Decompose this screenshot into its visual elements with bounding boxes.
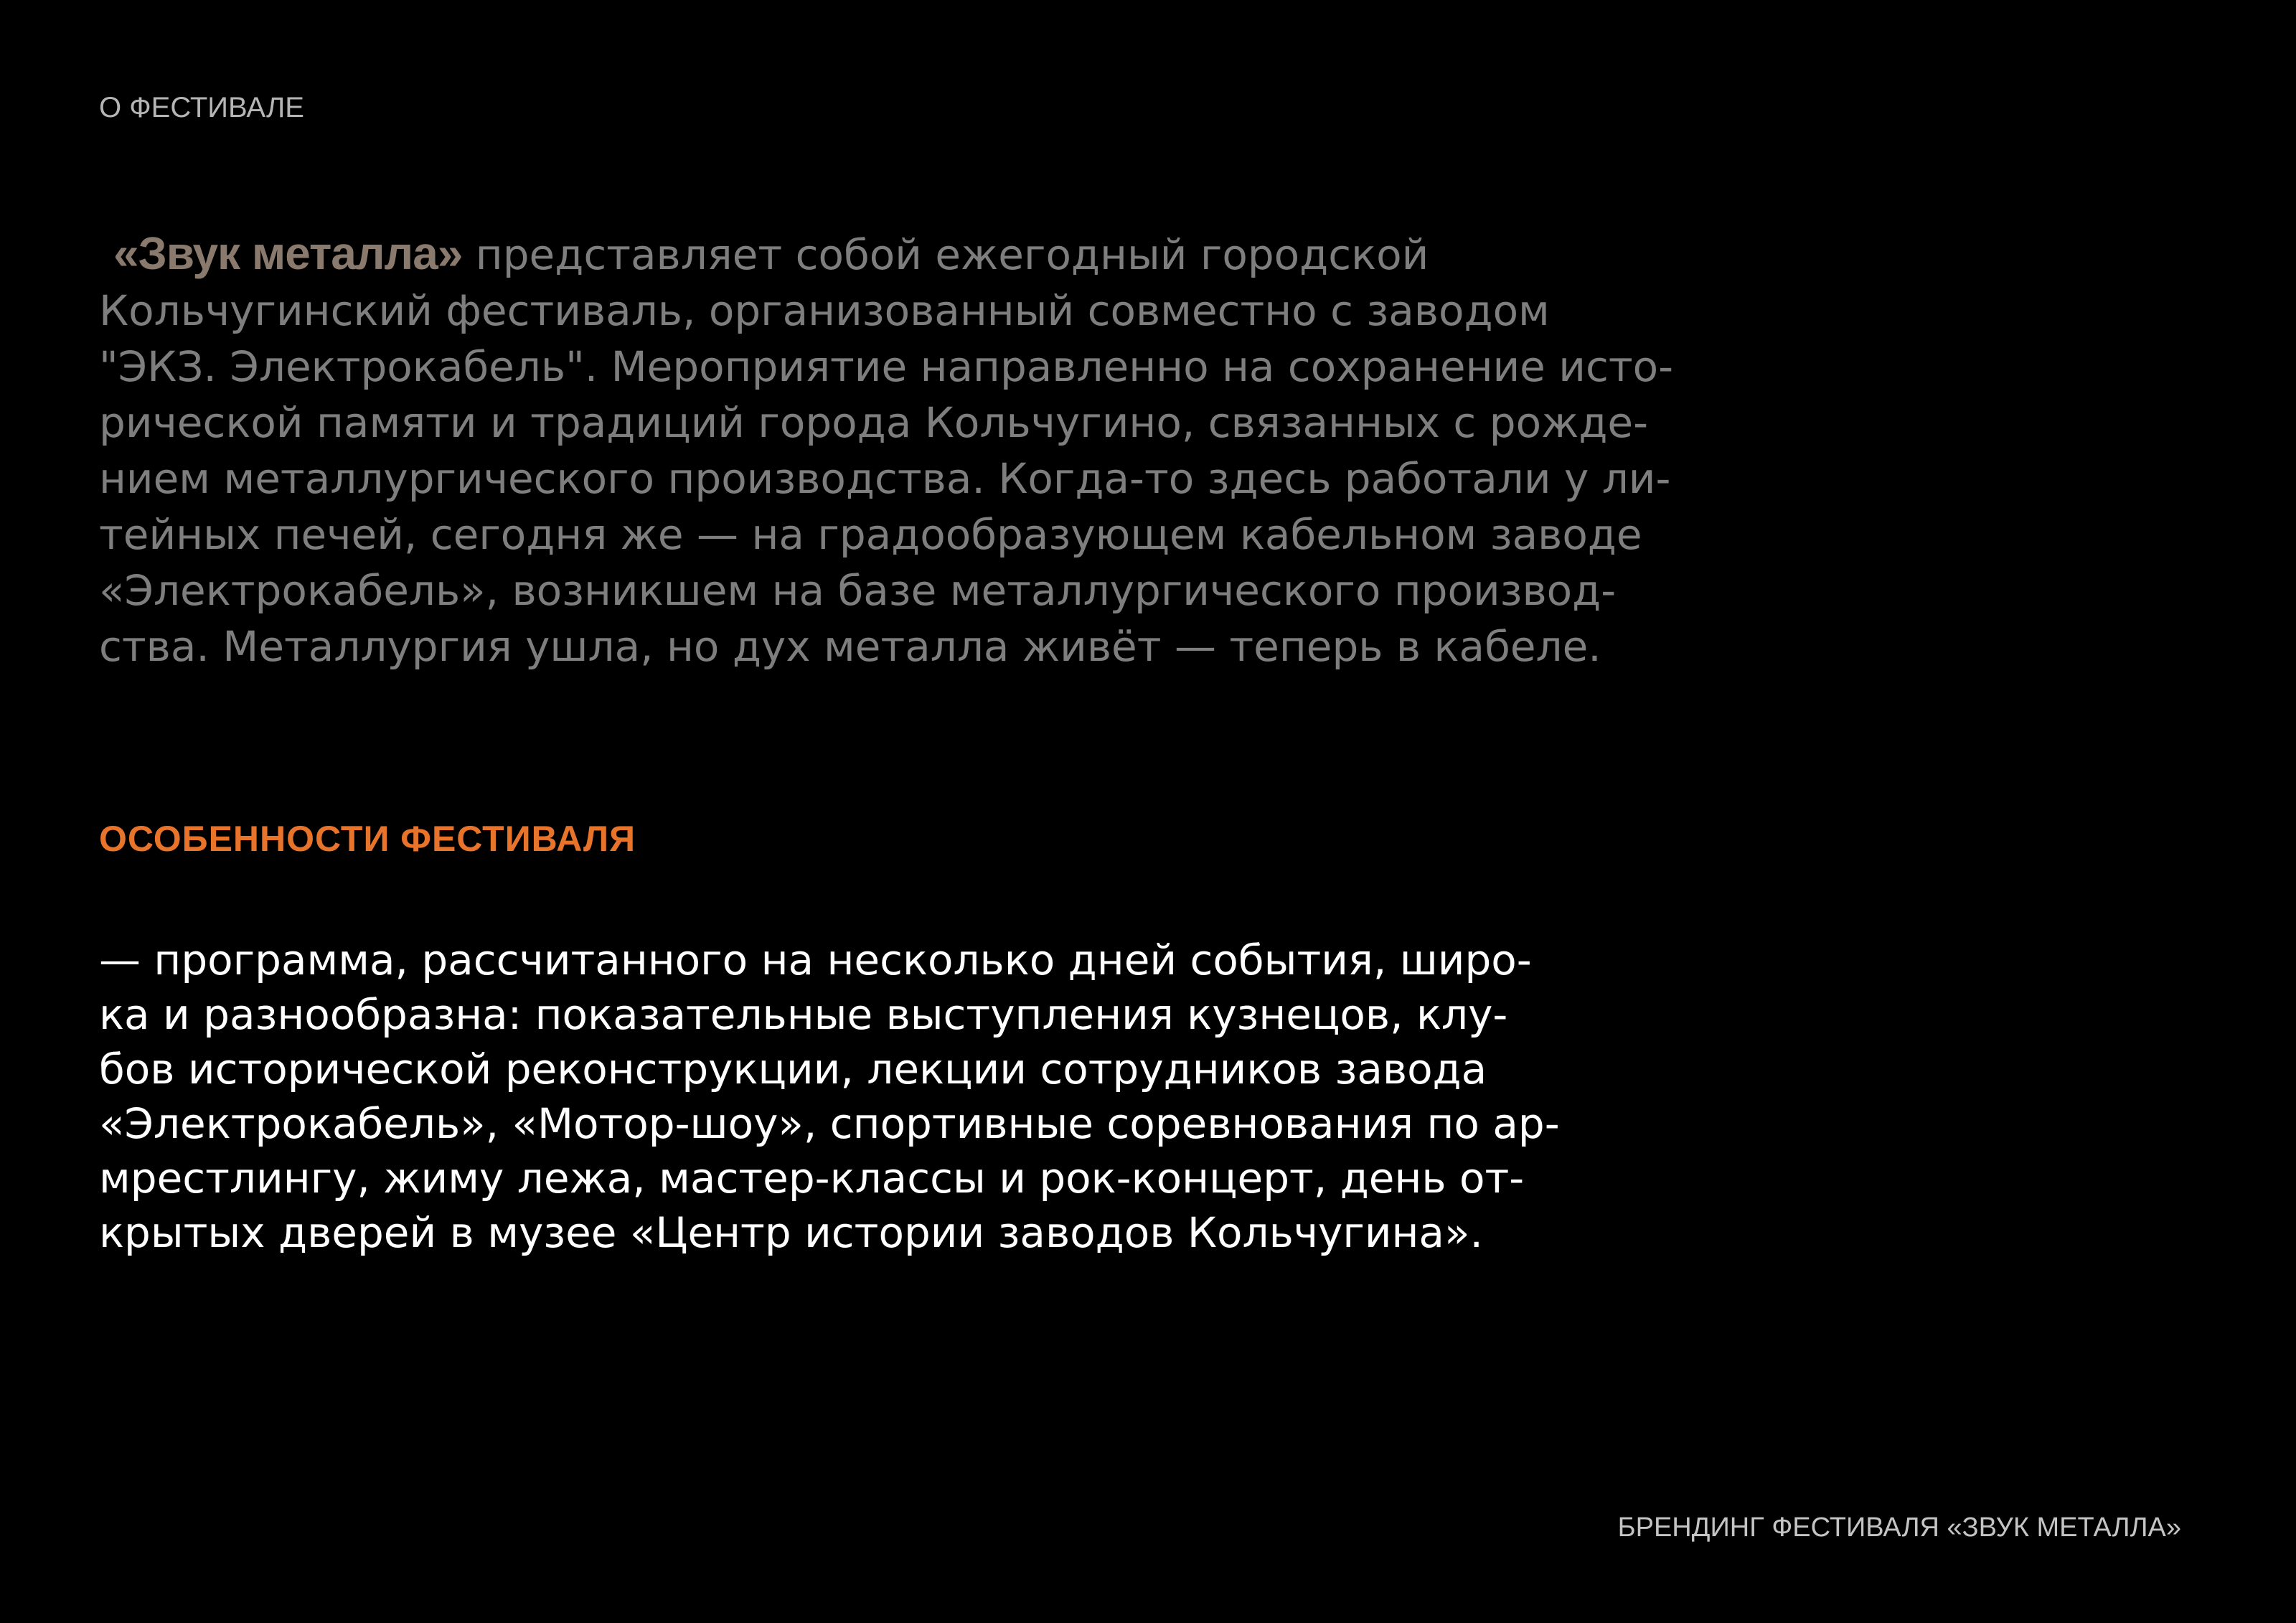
intro-line: нием металлургического производства. Когда-то здесь работали у ли- — [99, 454, 1671, 503]
footer-caption: БРЕНДИНГ ФЕСТИВАЛЯ «ЗВУК МЕТАЛЛА» — [1617, 1513, 2181, 1543]
features-line: «Электрокабель», «Мотор-шоу», спортивные соревнования по ар- — [99, 1099, 1560, 1148]
festival-name: «Звук металла» — [113, 227, 463, 279]
features-line: мрестлингу, жиму лежа, мастер-классы и рок-концерт, день от- — [99, 1154, 1525, 1203]
intro-line: "ЭКЗ. Электрокабель". Мероприятие направленно на сохранение исто- — [99, 342, 1674, 391]
features-line: — программа, рассчитанного на несколько дней события, широ- — [99, 936, 1532, 984]
intro-line: Кольчугинский фестиваль, организованный совместно с заводом — [99, 286, 1550, 335]
intro-line: тейных печей, сегодня же — на градообразующем кабельном заводе — [99, 510, 1642, 559]
intro-line: ства. Металлургия ушла, но дух металла живёт — теперь в кабеле. — [99, 622, 1601, 671]
intro-line — [99, 225, 1771, 283]
intro-line: «Электрокабель», возникшем на базе металлургического производ- — [99, 566, 1617, 615]
features-line: бов исторической реконструкции, лекции сотрудников завода — [99, 1045, 1487, 1093]
section-label: О ФЕСТИВАЛЕ — [99, 92, 304, 123]
features-paragraph — [99, 933, 1678, 1260]
intro-line-text: представляет собой ежегодный городской — [462, 230, 1429, 279]
intro-paragraph — [99, 225, 1771, 674]
features-heading: ОСОБЕННОСТИ ФЕСТИВАЛЯ — [99, 819, 636, 859]
intro-line: рической памяти и традиций города Кольчугино, связанных с рожде- — [99, 398, 1649, 447]
features-line: крытых дверей в музее «Центр истории заводов Кольчугина». — [99, 1208, 1483, 1257]
features-line: ка и разнообразна: показательные выступления кузнецов, клу- — [99, 990, 1508, 1039]
